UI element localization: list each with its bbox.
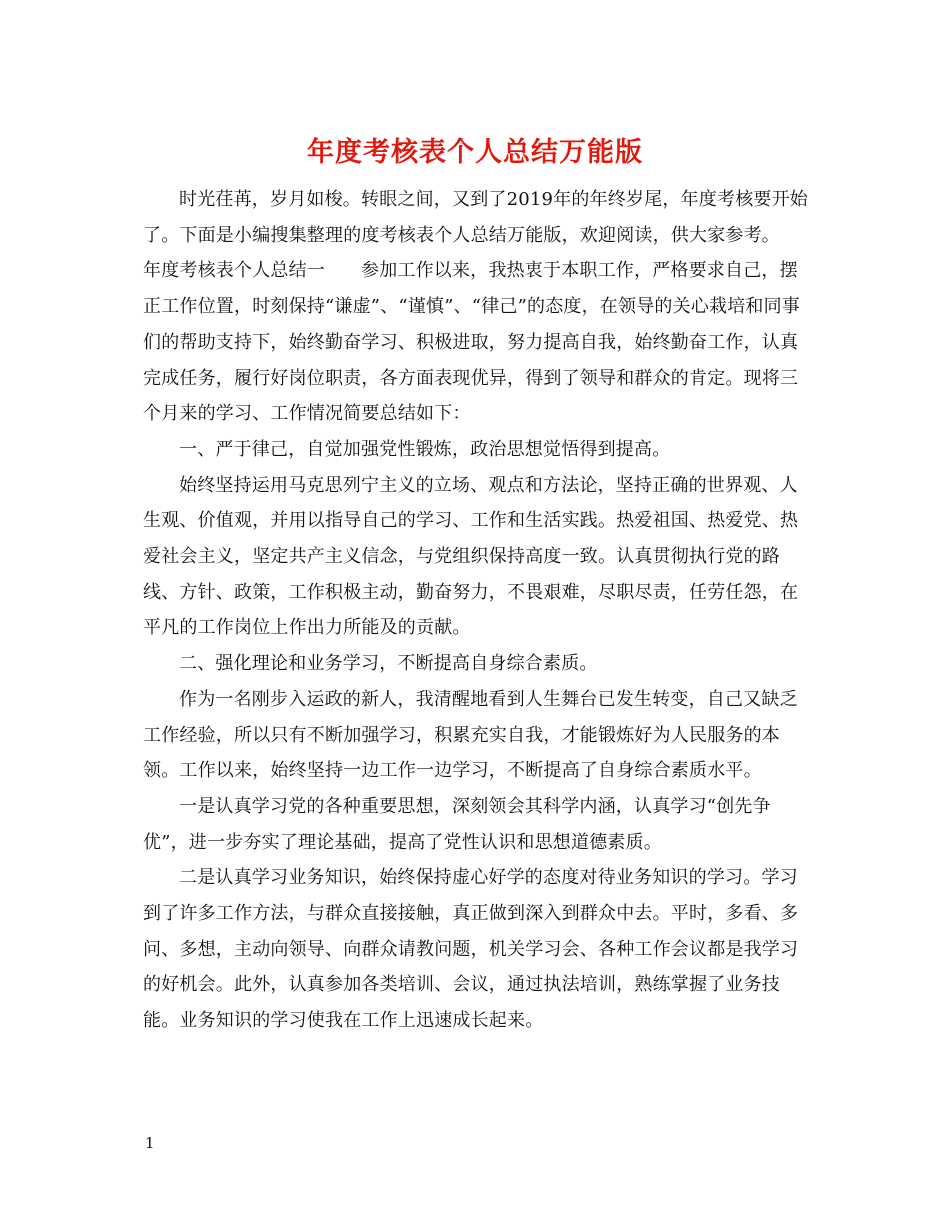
page-number: 1 <box>145 1134 155 1152</box>
point-1-body: 始终坚持运用马克思列宁主义的立场、观点和方法论，坚持正确的世界观、人生观、价值观，并用以指导自己的学习、工作和生活实践。热爱祖国、热爱党、热爱社会主义，坚定共产主义信念，与党组织保持高度一致。认真贯彻执行党的路线、方针、政策，工作积极主动，勤奋努力，不畏艰难，尽职尽责，任劳任怨，在平凡的工作岗位上作出力所能及的贡献。 <box>143 474 799 639</box>
point-2-body: 作为一名刚步入运政的新人，我清醒地看到人生舞台已发生转变，自己又缺乏工作经验，所以只有不断加强学习，积累充实自我，才能锻炼好为人民服务的本领。工作以来，始终坚持一边工作一边学习，不断提高了自身综合素质水平。 <box>143 688 798 782</box>
opening-text: 参加工作以来，我热衷于本职工作，严格要求自己，摆正工作位置，时刻保持“谦虚”、“谨慎”、“律己”的态度，在领导的关心栽培和同事们的帮助支持下，始终勤奋学习、积极进取，努力提高自我，始终勤奋工作，认真完成任务，履行好岗位职责，各方面表现优异，得到了领导和群众的肯定。现将三个月来的学习、工作情况简要总结如下： <box>143 260 801 425</box>
summary-one-paragraph <box>143 253 809 432</box>
point-2-item-2: 二是认真学习业务知识，始终保持虚心好学的态度对待业务知识的学习。学习到了许多工作方法，与群众直接接触，真正做到深入到群众中去。平时，多看、多问、多想，主动向领导、向群众请教问题，机关学习会、各种工作会议都是我学习的好机会。此外，认真参加各类培训、会议，通过执法培训，熟练掌握了业务技能。业务知识的学习使我在工作上迅速成长起来。 <box>143 867 799 1032</box>
section-heading: 年度考核表个人总结一 <box>143 260 325 282</box>
intro-paragraph: 时光荏苒，岁月如梭。转眼之间，又到了2019年的年终岁尾，年度考核要开始了。下面是小编搜集整理的度考核表个人总结万能版，欢迎阅读，供大家参考。 <box>143 189 809 246</box>
document-body <box>143 182 809 1039</box>
point-1-heading: 一、严于律己，自觉加强党性锻炼，政治思想觉悟得到提高。 <box>179 438 671 460</box>
point-2-heading: 二、强化理论和业务学习，不断提高自身综合素质。 <box>179 653 598 675</box>
document-title: 年度考核表个人总结万能版 <box>307 137 643 168</box>
point-2-item-1: 一是认真学习党的各种重要思想，深刻领会其科学内涵，认真学习“创先争优”，进一步夯实了理论基础，提高了党性认识和思想道德素质。 <box>143 795 771 853</box>
